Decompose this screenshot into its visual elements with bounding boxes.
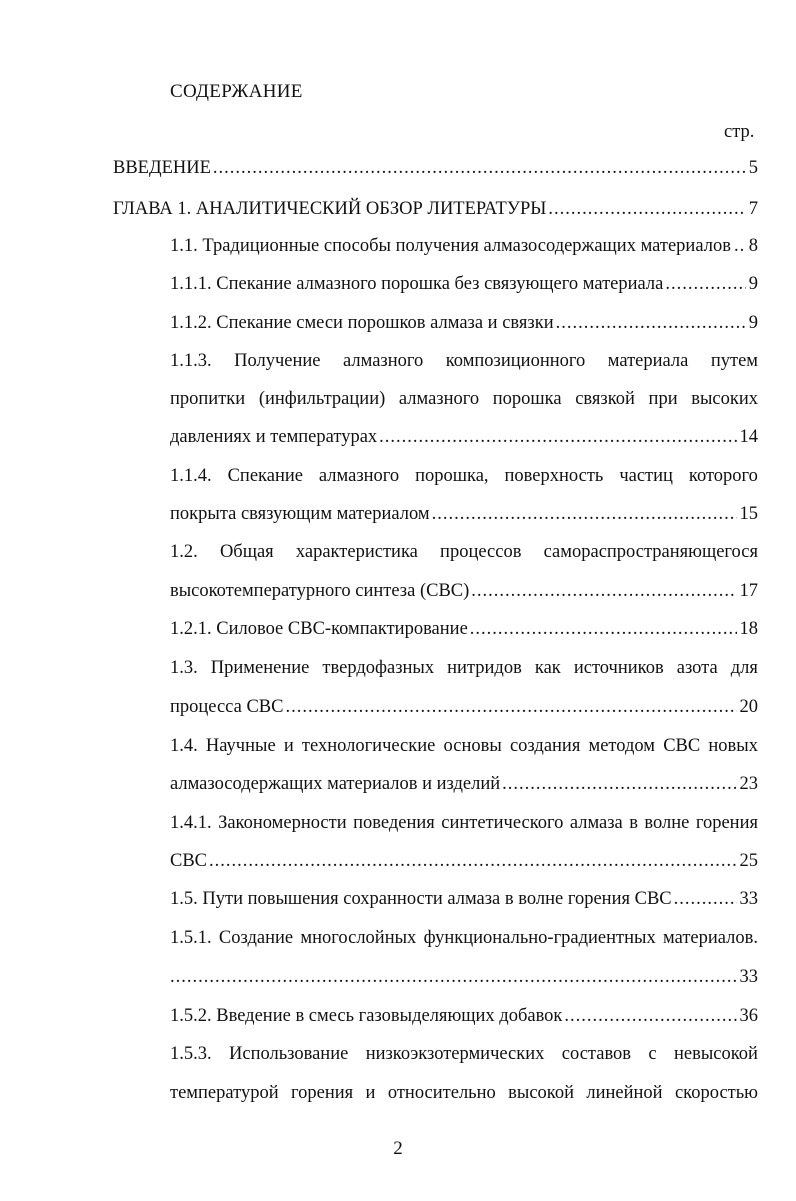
leader-dots <box>213 155 746 181</box>
leader-dots <box>470 616 737 642</box>
toc-entry[interactable]: ГЛАВА 1. АНАЛИТИЧЕСКИЙ ОБЗОР ЛИТЕРАТУРЫ ..... 7 <box>113 196 758 222</box>
toc-entry-line[interactable]: 1.2. Общая характеристика процессов самораспространяющегося <box>170 542 758 562</box>
leader-dots <box>548 196 745 222</box>
toc-entry-line[interactable]: 1.4. Научные и технологические основы создания методом СВС новых <box>170 736 758 756</box>
toc-entry[interactable]: алмазосодержащих материалов и изделий ..... 23 <box>170 771 758 797</box>
toc-entry[interactable]: высокотемпературного синтеза (СВС) ..... 17 <box>170 578 758 604</box>
toc-entry[interactable]: 1.1.1. Спекание алмазного порошка без связующего материала ..... 9 <box>170 271 758 297</box>
toc-entry[interactable]: давлениях и температурах ..... 14 <box>170 424 758 450</box>
toc-entry[interactable]: 1.5.2. Введение в смесь газовыделяющих добавок ..... 36 <box>170 1003 758 1029</box>
leader-dots <box>209 848 736 874</box>
toc-entry[interactable]: 1.2.1. Силовое СВС-компактирование ..... 18 <box>170 616 758 642</box>
leader-dots <box>432 501 737 527</box>
toc-title: СОДЕРЖАНИЕ <box>170 81 303 102</box>
leader-dots <box>556 310 746 336</box>
leader-dots <box>665 271 745 297</box>
leader-dots <box>285 694 736 720</box>
page-number: 2 <box>393 1138 403 1159</box>
toc-entry[interactable]: 1.1. Традиционные способы получения алмазосодержащих материалов ..... 8 <box>170 233 758 259</box>
toc-entry-line[interactable]: 1.4.1. Закономерности поведения синтетического алмаза в волне горения <box>170 813 758 833</box>
leader-dots <box>674 886 737 912</box>
toc-entry-line[interactable]: температурой горения и относительно высокой линейной скоростью <box>170 1083 758 1103</box>
toc-entry-line[interactable]: 1.1.3. Получение алмазного композиционного материала путем <box>170 351 758 371</box>
toc-entry[interactable]: процесса СВС ..... 20 <box>170 694 758 720</box>
toc-entry[interactable]: 1.1.2. Спекание смеси порошков алмаза и связки ..... 9 <box>170 310 758 336</box>
toc-entry[interactable]: ВВЕДЕНИЕ ..... 5 <box>113 155 758 181</box>
leader-dots <box>564 1003 736 1029</box>
toc-entry[interactable]: СВС ..... 25 <box>170 848 758 874</box>
page-column-label: стр. <box>724 122 755 142</box>
toc-entry[interactable]: покрыта связующим материалом ..... 15 <box>170 501 758 527</box>
toc-entry-line[interactable]: 1.3. Применение твердофазных нитридов как источников азота для <box>170 658 758 678</box>
toc-entry[interactable]: ..... 33 <box>170 964 758 990</box>
leader-dots <box>170 964 737 990</box>
toc-entry-line[interactable]: 1.1.4. Спекание алмазного порошка, поверхность частиц которого <box>170 466 758 486</box>
leader-dots <box>734 233 746 259</box>
leader-dots <box>471 578 736 604</box>
toc-entry-line[interactable]: 1.5.1. Создание многослойных функционально-градиентных материалов. <box>170 928 758 948</box>
leader-dots <box>379 424 736 450</box>
toc-entry-line[interactable]: пропитки (инфильтрации) алмазного порошка связкой при высоких <box>170 389 758 409</box>
toc-entry[interactable]: 1.5. Пути повышения сохранности алмаза в волне горения СВС ..... 33 <box>170 886 758 912</box>
toc-entry-line[interactable]: 1.5.3. Использование низкоэкзотермических составов с невысокой <box>170 1044 758 1064</box>
leader-dots <box>502 771 736 797</box>
